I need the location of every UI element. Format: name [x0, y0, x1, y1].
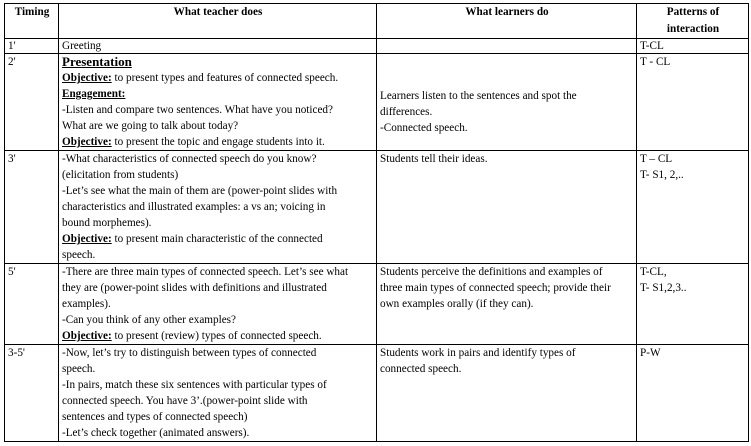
teacher-line: -Let’s check together (animated answers). [62, 427, 250, 439]
learner-line: three main types of connected speech; provide their [380, 282, 611, 294]
teacher-line: -Let’s see what the main of them are (power-point slides with [62, 185, 338, 197]
pattern-text: T- S1, 2,.. [640, 169, 684, 181]
learner-line: connected speech. [380, 363, 462, 375]
teacher-line: examples). [62, 298, 111, 310]
learners-cell [377, 39, 637, 54]
objective-label: Objective: [62, 72, 112, 84]
learner-line: Students perceive the definitions and examples of [380, 266, 603, 278]
patterns-cell [637, 151, 749, 264]
teacher-line: (elicitation from students) [62, 169, 179, 181]
patterns-cell [637, 54, 749, 151]
teacher-line: -In pairs, match these six sentences with particular types of [62, 379, 327, 391]
section-heading: Presentation [62, 54, 132, 69]
header-timing: Timing [5, 4, 59, 39]
table-row [5, 54, 749, 151]
pattern-text: T - CL [640, 56, 671, 68]
learners-cell [377, 264, 637, 345]
learner-line: own examples orally (if they can). [380, 298, 534, 310]
header-patterns-line-2: interaction [666, 23, 720, 35]
learner-line: differences. [380, 106, 433, 118]
header-patterns-line-1: Patterns of [666, 6, 720, 18]
teacher-line: -Can you think of any other examples? [62, 314, 236, 326]
objective-text: to present (review) types of connected speech. [111, 330, 322, 342]
header-patterns [637, 4, 749, 39]
patterns-cell [637, 39, 749, 54]
pattern-text: T-CL [640, 40, 664, 52]
header-row [5, 4, 749, 39]
teacher-line: What are we going to talk about today? [62, 120, 239, 132]
learners-cell [377, 54, 637, 151]
objective-text-continued: speech. [62, 249, 96, 261]
timing-cell: 2' [5, 54, 59, 151]
header-learners: What learners do [377, 4, 637, 39]
header-teacher: What teacher does [59, 4, 377, 39]
engagement-label: Engagement: [62, 88, 126, 100]
pattern-text: T-CL, [640, 266, 667, 278]
objective-line [62, 70, 374, 86]
objective-line [62, 328, 374, 344]
table-row [5, 264, 749, 345]
objective-line [62, 231, 374, 247]
objective-label: Objective: [62, 233, 112, 245]
teacher-line: speech. [62, 363, 96, 375]
objective-text: to present the topic and engage students into it. [111, 136, 325, 148]
teacher-line: -Listen and compare two sentences. What have you noticed? [62, 104, 333, 116]
objective-line [62, 134, 374, 150]
timing-cell: 1' [5, 39, 59, 54]
teacher-line: characteristics and illustrated examples: a vs an; voicing in [62, 201, 326, 213]
teacher-cell [59, 264, 377, 345]
teacher-line: -What characteristics of connected speech do you know? [62, 153, 317, 165]
teacher-line: -Now, let’s try to distinguish between types of connected [62, 347, 317, 359]
lesson-plan-table [4, 3, 749, 442]
learner-line: Students tell their ideas. [380, 153, 488, 165]
teacher-line: -There are three main types of connected speech. Let’s see what [62, 266, 349, 278]
teacher-line: bound morphemes). [62, 217, 152, 229]
table-row [5, 39, 749, 54]
table-row [5, 151, 749, 264]
learner-line: Students work in pairs and identify types of [380, 347, 576, 359]
learner-line: Learners listen to the sentences and spot the [380, 90, 577, 102]
teacher-line: they are (power-point slides with definitions and illustrated [62, 282, 327, 294]
teacher-cell: Greeting [59, 39, 377, 54]
pattern-text: T- S1,2,3.. [640, 282, 687, 294]
teacher-cell [59, 345, 377, 442]
patterns-cell [637, 264, 749, 345]
teacher-cell [59, 151, 377, 264]
pattern-text: T – CL [640, 153, 673, 165]
teacher-line: connected speech. You have 3’.(power-point slide with [62, 395, 308, 407]
objective-text: to present types and features of connected speech. [111, 72, 339, 84]
teacher-cell [59, 54, 377, 151]
timing-cell: 5' [5, 264, 59, 345]
teacher-line: sentences and types of connected speech) [62, 411, 248, 423]
objective-label: Objective: [62, 330, 112, 342]
learners-cell [377, 151, 637, 264]
objective-label: Objective: [62, 136, 112, 148]
lesson-plan [4, 3, 748, 442]
pattern-text: P-W [640, 347, 661, 359]
table-row [5, 345, 749, 442]
learners-cell [377, 345, 637, 442]
objective-text: to present main characteristic of the connected [111, 233, 323, 245]
patterns-cell [637, 345, 749, 442]
timing-cell: 3-5' [5, 345, 59, 442]
learner-line: -Connected speech. [380, 122, 468, 134]
timing-cell: 3' [5, 151, 59, 264]
